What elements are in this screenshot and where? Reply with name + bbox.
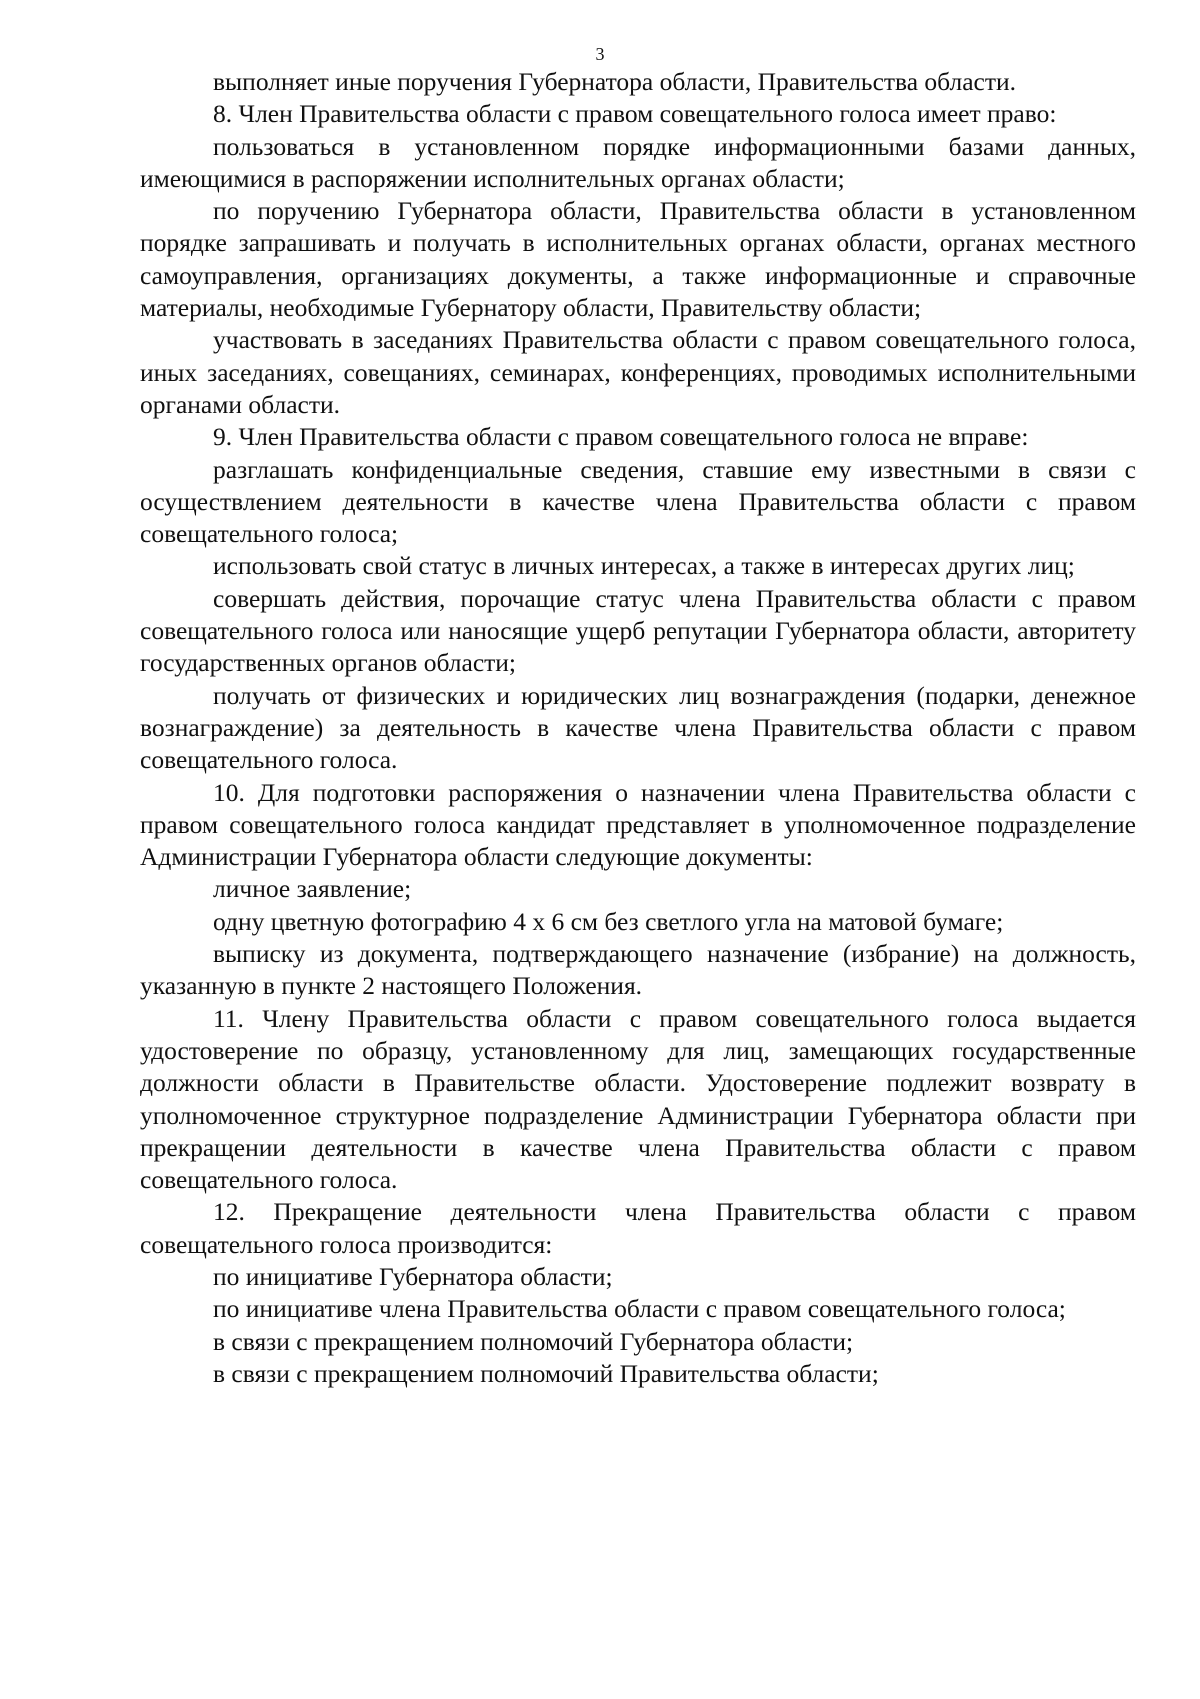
- paragraph: 11. Члену Правительства области с правом совещательного голоса выдается удостоверение по образцу, установленному для лиц, замещающих государственные должности области в Правительстве области. Удостоверение подлежит возврату в уполномоченное структурное подразделение Администрации Губернатора области при прекращении деятельности в качестве члена Правительства области с правом совещательного голоса.: [140, 1003, 1136, 1195]
- paragraph: получать от физических и юридических лиц вознаграждения (подарки, денежное вознаграждение) за деятельность в качестве члена Правительства области с правом совещательного голоса.: [140, 680, 1136, 775]
- paragraph: 9. Член Правительства области с правом совещательного голоса не вправе:: [213, 422, 1029, 452]
- paragraph: совершать действия, порочащие статус члена Правительства области с правом совещательного голоса или наносящие ущерб репутации Губернатора области, авторитету государственных органов области;: [140, 583, 1136, 678]
- paragraph: 8. Член Правительства области с правом совещательного голоса имеет право:: [213, 99, 1057, 129]
- paragraph: в связи с прекращением полномочий Правительства области;: [213, 1358, 879, 1388]
- page-number: 3: [595, 44, 605, 64]
- paragraph: пользоваться в установленном порядке информационными базами данных, имеющимися в распоряжении исполнительных органах области;: [140, 131, 1136, 193]
- paragraph: выполняет иные поручения Губернатора области, Правительства области.: [213, 67, 1017, 96]
- paragraph: по инициативе Губернатора области;: [213, 1261, 613, 1291]
- paragraph: участвовать в заседаниях Правительства области с правом совещательного голоса, иных заседаниях, совещаниях, семинарах, конференциях, проводимых исполнительными органами области.: [140, 325, 1136, 419]
- document-body: [140, 66, 1136, 1390]
- paragraph: выписку из документа, подтверждающего назначение (избрание) на должность, указанную в пункте 2 настоящего Положения.: [140, 939, 1136, 1001]
- paragraph: в связи с прекращением полномочий Губернатора области;: [213, 1326, 854, 1356]
- paragraph: по поручению Губернатора области, Правительства области в установленном порядке запрашивать и получать в исполнительных органах области, органах местного самоуправления, организациях документы, а также информационные и справочные материалы, необходимые Губернатору области, Правительству области;: [140, 196, 1136, 323]
- paragraph: по инициативе члена Правительства области с правом совещательного голоса;: [213, 1294, 1066, 1324]
- paragraph: 10. Для подготовки распоряжения о назначении члена Правительства области с правом совещательного голоса кандидат представляет в уполномоченное подразделение Администрации Губернатора области следующие документы:: [140, 777, 1136, 872]
- paragraph: личное заявление;: [213, 874, 412, 904]
- paragraph: разглашать конфиденциальные сведения, ставшие ему известными в связи с осуществлением деятельности в качестве члена Правительства области с правом совещательного голоса;: [140, 454, 1136, 549]
- paragraph: использовать свой статус в личных интересах, а также в интересах других лиц;: [213, 551, 1075, 581]
- paragraph: одну цветную фотографию 4 х 6 см без светлого угла на матовой бумаге;: [213, 906, 1004, 936]
- paragraph: 12. Прекращение деятельности члена Правительства области с правом совещательного голоса производится:: [140, 1197, 1136, 1259]
